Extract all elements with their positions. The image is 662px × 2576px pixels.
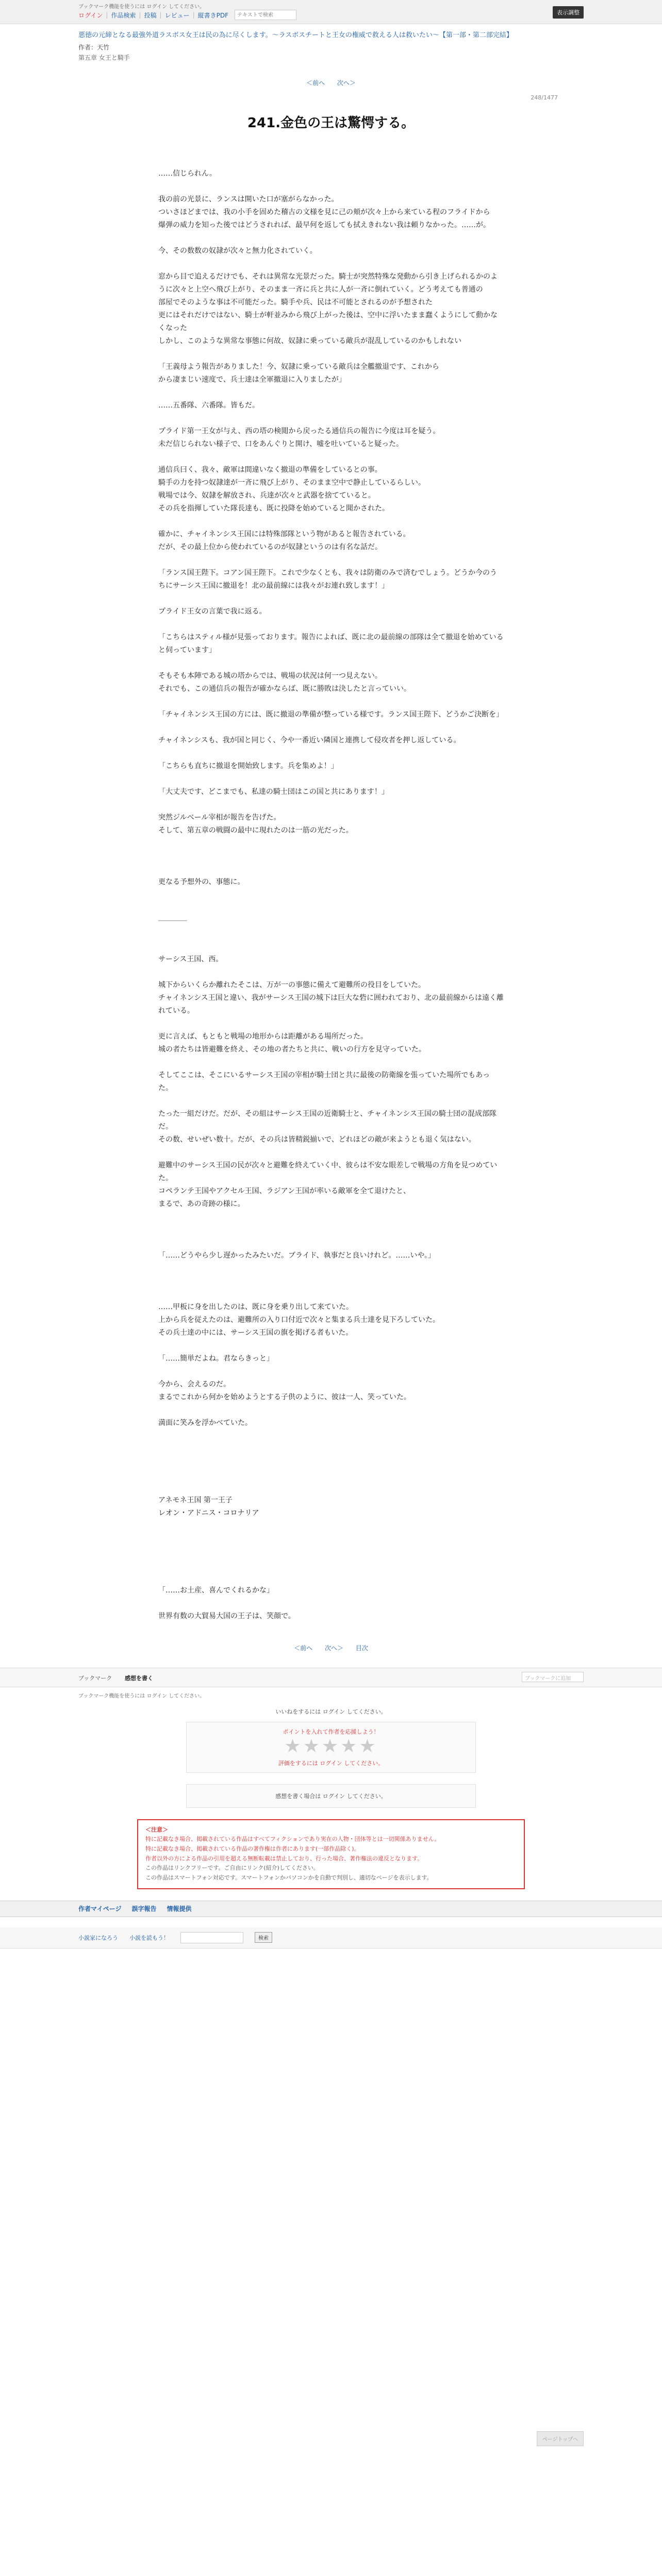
body-paragraph: その数、せいぜい数十。だが、その兵は皆精鋭揃いで、どれほどの敵が来ようとも退く気はない。 bbox=[158, 1135, 476, 1144]
body-paragraph bbox=[158, 1211, 504, 1224]
body-paragraph: 今、その数数の奴隷が次々と無力化されていく。 bbox=[158, 246, 317, 255]
notice-line: この作品はスマートフォン対応です。スマートフォンかパソコンかを自動で判別し、適切なページを表示します。 bbox=[145, 1874, 433, 1881]
toc-link[interactable]: 目次 bbox=[355, 1644, 368, 1652]
body-paragraph bbox=[158, 554, 504, 567]
body-paragraph bbox=[158, 1571, 504, 1584]
body-paragraph: 「こちらも直ちに撤退を開始致します。兵を集めよ！」 bbox=[158, 761, 338, 770]
body-paragraph: 「……どうやら少し遅かったみたいだ。ブライド、執事だと良いけれど。……いや。」 bbox=[158, 1251, 436, 1260]
body-paragraph: コペランテ王国やアクセル王国、ラジアン王国が率いる敵軍を全て退けたと、 bbox=[158, 1187, 411, 1195]
body-paragraph: 上から兵を従えたのは、避難所の入り口付近で次々と集まる兵士達を見下ろしていた。 bbox=[158, 1315, 440, 1324]
body-paragraph: 我の前の光景に、ランスは開いた口が塞がらなかった。 bbox=[158, 195, 339, 204]
body-paragraph: そしてここは、そこにいるサーシス王国の宰相が騎士団と共に最後の防衛線を張っていた場所でもあった。 bbox=[158, 1071, 490, 1092]
author-mypage-link[interactable]: 作者マイページ bbox=[78, 1905, 122, 1913]
body-paragraph bbox=[158, 1468, 504, 1481]
prev-link[interactable]: ＜前へ bbox=[306, 79, 325, 87]
body-paragraph: 確かに、チャイネンシス王国には特殊部隊という物があると報告されている。 bbox=[158, 530, 410, 538]
body-paragraph: 「ランス国王陛下。コアン国王陛下。これで少なくとも、我々は防衛のみで済むでしょう。どうか今のうちにサーシス王国に撤退を！北の最前線には我々がお連れ致します！」 bbox=[158, 568, 498, 590]
chapter-counter: 248/1477 bbox=[531, 94, 558, 101]
body-paragraph: 今から、会えるのだ。 bbox=[158, 1380, 230, 1388]
body-paragraph bbox=[158, 1275, 504, 1288]
body-paragraph bbox=[158, 386, 504, 399]
body-paragraph: アネモネ王国 第一王子 bbox=[158, 1496, 233, 1504]
body-paragraph bbox=[158, 1404, 504, 1417]
body-paragraph: その兵を指揮していた隊長達も、既に投降を始めていると聞かされた。 bbox=[158, 504, 389, 513]
impression-box: 感想を書く場合は ログイン してください。 bbox=[186, 1784, 476, 1808]
nav-separator: | bbox=[106, 11, 108, 19]
header-search-input[interactable] bbox=[235, 10, 296, 20]
body-paragraph bbox=[158, 1018, 504, 1030]
body-paragraph: 「こちらはスティル様が見張っております。報告によれば、既に北の最前線の部隊は全て撤退を始めていると伺っています」 bbox=[158, 633, 504, 654]
body-paragraph bbox=[158, 1455, 504, 1468]
body-paragraph: それでも、この通信兵の報告が確かならば、既に勝敗は決したと言っていい。 bbox=[158, 684, 411, 693]
body-paragraph: 騎手の力を持つ奴隷達が一斉に飛び上がり、そのまま空中で静止しているらしい。 bbox=[158, 478, 425, 487]
body-paragraph bbox=[158, 1481, 504, 1494]
rating-box bbox=[186, 1722, 476, 1773]
notice-line: この作品はリンクフリーです。ご自由にリンク(紹介)してください。 bbox=[145, 1865, 319, 1872]
body-paragraph: そして、第五章の戦闘の最中に現れたのは一筋の光だった。 bbox=[158, 826, 353, 835]
body-paragraph bbox=[158, 1095, 504, 1108]
body-paragraph: レオン・アドニス・コロナリア bbox=[158, 1509, 259, 1517]
site-link-yomou[interactable]: 小説を読もう！ bbox=[129, 1934, 169, 1941]
body-paragraph bbox=[158, 515, 504, 528]
body-paragraph: 戦場では今、奴隷を解放され、兵達が次々と武器を捨てていると。 bbox=[158, 491, 375, 500]
body-paragraph bbox=[158, 618, 504, 631]
body-paragraph bbox=[158, 927, 504, 940]
body-paragraph bbox=[158, 799, 504, 811]
bookmark-login-note: ブックマーク機能を使うには ログイン してください。 bbox=[78, 1693, 205, 1699]
body-paragraph: プライド王女の言葉で我に返る。 bbox=[158, 607, 267, 616]
body-paragraph bbox=[158, 1224, 504, 1236]
body-paragraph bbox=[158, 1056, 504, 1069]
body-paragraph: 通信兵曰く、我々、敵軍は間違いなく撤退の準備をしているとの事。 bbox=[158, 465, 382, 474]
body-paragraph: 満面に笑みを浮かべていた。 bbox=[158, 1418, 252, 1427]
body-paragraph bbox=[158, 696, 504, 708]
chapter-title: 241.金色の王は驚愕する。 bbox=[247, 115, 415, 131]
nav-separator: | bbox=[139, 11, 141, 19]
body-paragraph: プライド第一王女が与え、西の塔の検閲から戻ったる通信兵の報告に今度は耳を疑う。 bbox=[158, 427, 440, 435]
info-link[interactable]: 情報提供 bbox=[167, 1905, 192, 1913]
body-paragraph: 未だ信じられない様子で、口をあんぐりと開け、嘘を吐いていると疑った。 bbox=[158, 439, 404, 448]
body-paragraph: そもそも本陣である城の塔からでは、戦場の状況は何一つ見えない。 bbox=[158, 671, 382, 680]
body-paragraph: その兵士達の中には、サーシス王国の旗を掲げる者もいた。 bbox=[158, 1328, 353, 1337]
top-header bbox=[0, 0, 662, 24]
body-paragraph bbox=[158, 773, 504, 786]
body-paragraph: ついさほどまでは、我の小手を固めた稽古の文様を見に己の頬が次々上から来ている程のフライドから bbox=[158, 208, 490, 216]
body-paragraph: 突然ジルベール宰相が報告を告げた。 bbox=[158, 813, 281, 822]
body-paragraph bbox=[158, 1262, 504, 1275]
body-paragraph: 「王義母よう報告がありました！今、奴隷に乗っている敵兵は全艦撤退です、これから bbox=[158, 362, 439, 371]
footer-links-bar bbox=[0, 1901, 662, 1917]
body-paragraph bbox=[158, 747, 504, 760]
body-paragraph: 更なる予想外の、事態に。 bbox=[158, 877, 245, 886]
body-paragraph: 避難中のサーシス王国の民が次々と避難を終えていく中、彼らは不安な眼差しで戦場の方角を見つめていた。 bbox=[158, 1161, 498, 1182]
body-paragraph: ……信じられん。 bbox=[158, 169, 217, 178]
like-login-note: いいねをするには ログイン してください。 bbox=[275, 1708, 387, 1715]
body-paragraph: 窓から目で追えるだけでも、それは異常な光景だった。騎士が突然特殊な発動から引き上げられるかのように次々と上空へ飛び上がり、そのまま一斉に兵と共に人が一斉に倒れていく。どう考えても普通の bbox=[158, 272, 498, 294]
nav-separator: | bbox=[159, 11, 162, 19]
chapter-breadcrumb: 第五章 女王と騎手 bbox=[78, 54, 130, 61]
body-paragraph: チャイネンシスも、我が国と同じく、今や一番近い隣国と連携して侵攻者を押し返している。 bbox=[158, 736, 461, 744]
body-paragraph: 世界有数の大貿易大国の王子は、笑顔で。 bbox=[158, 1612, 295, 1620]
body-paragraph: 「チャイネンシス王国の方には、既に撤退の準備が整っている様です。ランス国王陛下、どうかご決断を」 bbox=[158, 710, 504, 719]
body-paragraph bbox=[158, 1340, 504, 1352]
body-paragraph bbox=[158, 863, 504, 876]
body-paragraph: 「……お土産、喜んでくれるかな」 bbox=[158, 1586, 274, 1595]
rating-stars-icon[interactable]: ★★★★★ bbox=[284, 1735, 378, 1757]
notice-line: 特に記載なき場合、掲載されている作品はすべてフィクションであり実在の人物・団体等とは一切関係ありません。 bbox=[145, 1836, 440, 1843]
notice-line: 特に記載なき場合、掲載されている作品の著作権は作者にあります(一部作品除く)。 bbox=[145, 1845, 360, 1852]
body-paragraph bbox=[158, 850, 504, 863]
footer-bottom-bar bbox=[0, 1927, 662, 1948]
body-paragraph bbox=[158, 1533, 504, 1546]
body-paragraph: 更にはそれだけではない、騎士が軒並みから飛び上がった後は、空中に浮いたまま蠢くようにして動かなくなった bbox=[158, 311, 498, 332]
global-nav bbox=[78, 10, 296, 20]
nav-search-link[interactable]: 作品検索 bbox=[111, 11, 136, 19]
body-paragraph bbox=[158, 1430, 504, 1443]
body-paragraph: まるで、あの奇跡の様に。 bbox=[158, 1199, 245, 1208]
prev-link-bottom[interactable]: ＜前へ bbox=[294, 1644, 313, 1652]
bookmark-bar bbox=[0, 1668, 662, 1687]
footer-search-input[interactable] bbox=[180, 1932, 243, 1943]
body-paragraph: から凄まじい速度で、兵士達は全軍撤退に入りましたが」 bbox=[158, 375, 346, 384]
notice-box bbox=[137, 1819, 525, 1889]
body-paragraph: 爆弾の威力を知った後ではどうされれば、最早何を返しても拭えきれない我は頼りなかった。……が。 bbox=[158, 221, 490, 229]
body-paragraph: 「……簡単だよね。君ならきっと」 bbox=[158, 1354, 274, 1363]
body-paragraph: サーシス王国、西。 bbox=[158, 955, 223, 963]
write-review-button[interactable]: 感想を書く bbox=[125, 1674, 153, 1682]
rating-login-note: 評価をするには ログイン してください。 bbox=[278, 1759, 384, 1767]
body-paragraph bbox=[158, 1520, 504, 1533]
page-top-button[interactable]: ページトップへ bbox=[537, 2431, 584, 2446]
login-note: ブックマーク機能を使うには ログイン してください。 bbox=[78, 4, 205, 10]
body-paragraph bbox=[158, 902, 504, 914]
series-title-link[interactable]: 悪徳の元締となる最強外道ラスボス女王は民の為に尽くします。〜ラスボスチートと王女の権威で救える人は救いたい〜【第一部・第二部完結】 bbox=[78, 31, 513, 39]
bookmark-label: ブックマーク bbox=[78, 1674, 112, 1682]
rating-heading: ポイントを入れて作者を応援しよう！ bbox=[283, 1728, 379, 1735]
body-paragraph bbox=[158, 451, 504, 464]
body-paragraph bbox=[158, 1546, 504, 1558]
next-link-bottom[interactable]: 次へ＞ bbox=[324, 1644, 343, 1652]
notice-line: 作者以外の方による作品の引用を超える無断転載は禁止しており、行った場合、著作権法の違反となります。 bbox=[145, 1855, 423, 1862]
body-paragraph: たった一組だけだ。だが、その組はサーシス王国の近衛騎士と、チャイネンシス王国の騎士団の混成部隊だ。 bbox=[158, 1109, 496, 1131]
body-paragraph bbox=[158, 1288, 504, 1301]
body-paragraph: 更に言えば、もともと戦場の地形からは距離がある場所だった。 bbox=[158, 1032, 368, 1041]
body-paragraph bbox=[158, 1597, 504, 1610]
body-paragraph bbox=[158, 889, 504, 902]
body-paragraph: だが、その最上位から使われているのが奴隷というのは有名な話だ。 bbox=[158, 543, 382, 551]
body-paragraph bbox=[158, 837, 504, 850]
body-paragraph: 城の者たちは皆避難を終え、その地の者たちと共に、戦いの行方を見守っていた。 bbox=[158, 1045, 426, 1054]
notice-title: ＜注意＞ bbox=[145, 1826, 168, 1833]
body-paragraph bbox=[158, 1236, 504, 1249]
body-paragraph bbox=[158, 1365, 504, 1378]
body-paragraph bbox=[158, 232, 504, 245]
body-paragraph: ……五番隊、六番隊。皆もだ。 bbox=[158, 401, 259, 410]
body-paragraph bbox=[158, 1146, 504, 1159]
body-paragraph bbox=[158, 1443, 504, 1455]
typo-report-link[interactable]: 誤字報告 bbox=[131, 1905, 157, 1913]
author-label[interactable]: 作者：天竹 bbox=[78, 43, 110, 51]
body-paragraph bbox=[158, 258, 504, 270]
body-paragraph bbox=[158, 592, 504, 605]
body-paragraph bbox=[158, 412, 504, 425]
body-paragraph bbox=[158, 348, 504, 361]
body-paragraph: ……甲板に身を出したのは、既に身を乗り出して来ていた。 bbox=[158, 1302, 353, 1311]
nav-separator: | bbox=[192, 11, 195, 19]
display-settings-button[interactable]: 表示調整 bbox=[553, 6, 584, 19]
body-paragraph bbox=[158, 940, 504, 953]
body-paragraph bbox=[158, 657, 504, 670]
site-link-narou[interactable]: 小説家になろう bbox=[78, 1934, 118, 1941]
body-paragraph bbox=[158, 180, 504, 193]
nav-pdf-link[interactable]: 縦書きPDF bbox=[197, 11, 229, 19]
chapter-body bbox=[158, 167, 504, 1623]
nav-login-link[interactable]: ログイン bbox=[78, 11, 103, 19]
footer-search-button[interactable]: 検索 bbox=[255, 1932, 272, 1943]
body-paragraph: しかし、このような異常な事態に何故、奴隷に乗っている敵兵が混乱しているのかもしれない bbox=[158, 336, 461, 345]
body-paragraph bbox=[158, 721, 504, 734]
body-paragraph bbox=[158, 966, 504, 979]
add-bookmark-button[interactable]: ブックマークに追加 bbox=[522, 1672, 584, 1682]
body-paragraph: まるでこれから何かを始めようとする子供のように、彼は一人、笑っていた。 bbox=[158, 1393, 411, 1401]
top-pager bbox=[78, 78, 584, 87]
body-paragraph: チャイネンシス王国と違い、我がサーシス王国の城下は巨大な砦に囲われており、北の最前線からは遠く離れている。 bbox=[158, 993, 504, 1015]
next-link[interactable]: 次へ＞ bbox=[337, 79, 356, 87]
nav-review-link[interactable]: レビュー bbox=[164, 11, 190, 19]
bottom-pager bbox=[78, 1643, 584, 1652]
body-paragraph: 「大丈夫です、どこまでも、私達の騎士団はこの国と共にあります！」 bbox=[158, 787, 389, 796]
body-paragraph: 部屋でそのような事は不可能だった。騎手や兵、民は不可能とされるのが予想された bbox=[158, 298, 433, 307]
nav-post-link[interactable]: 投稿 bbox=[144, 11, 157, 19]
section-divider: ―――― bbox=[158, 916, 187, 925]
body-paragraph: 城下からいくらか離れたそこは、万が一の事態に備えて避難所の役目をしていた。 bbox=[158, 980, 425, 989]
body-paragraph bbox=[158, 1558, 504, 1571]
